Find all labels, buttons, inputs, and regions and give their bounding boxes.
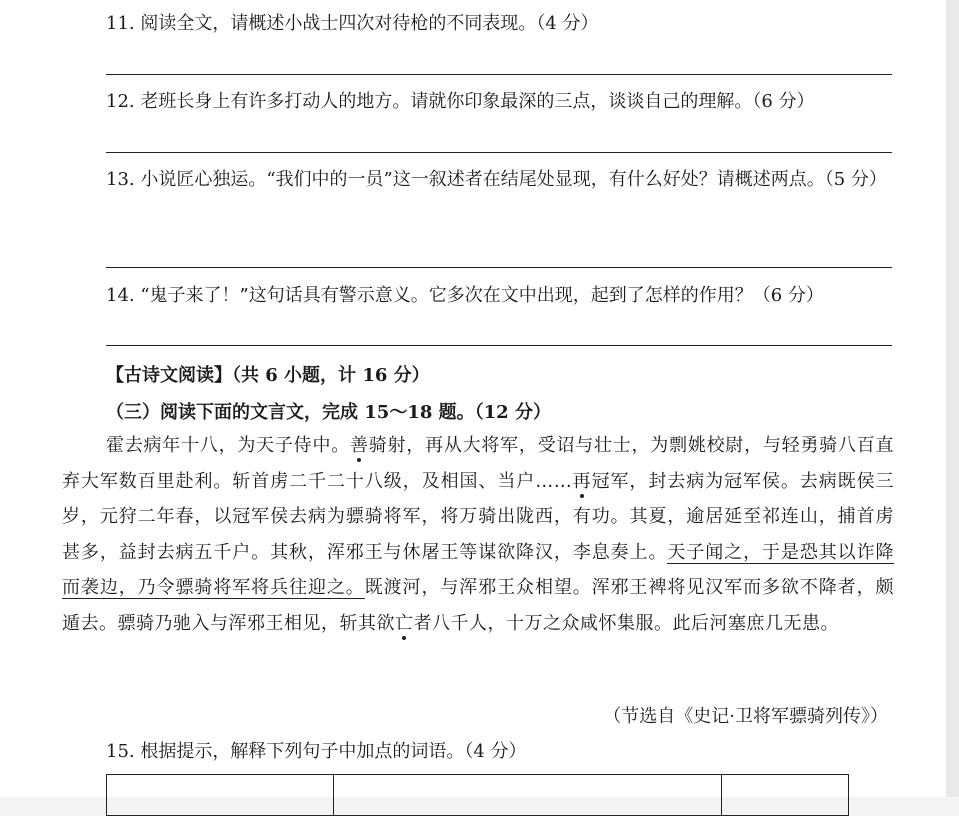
question-14: 14. “鬼子来了！”这句话具有警示意义。它多次在文中出现，起到了怎样的作用？（6 分） — [106, 285, 824, 306]
answer-table — [106, 774, 849, 816]
passage-text-5: 者八千人，十万之众咸怀集服。此后河塞庶几无患。 — [413, 612, 839, 634]
passage-text-3: 冠军，封去病为冠军侯。去病既侯三岁，元狩二年春，以冠军侯去病为骠骑将军，将万骑出陇西，有功。其夏，逾居延至祁连山，捕首虏甚多，益封去病五千户。其秋，浑邪王与休屠王等谋欲降汉，李息奏上。 — [62, 470, 895, 563]
answer-line-13 — [106, 267, 892, 268]
answer-line-12 — [106, 152, 892, 153]
passage-text-1: 霍去病年十八，为天子侍中。 — [106, 435, 350, 456]
section-heading: 【古诗文阅读】（共 6 小题，计 16 分） — [106, 365, 430, 386]
page-edge — [946, 0, 959, 797]
classical-passage — [62, 428, 894, 641]
question-12: 12. 老班长身上有许多打动人的地方。请就你印象最深的三点，谈谈自己的理解。（6 分） — [106, 91, 815, 112]
answer-line-14 — [106, 345, 892, 346]
table-column-divider — [333, 775, 334, 815]
dotted-word-shan: 善 — [350, 435, 369, 456]
section-subheading: （三）阅读下面的文言文，完成 15～18 题。（12 分） — [106, 402, 551, 423]
table-column-divider — [721, 775, 722, 815]
dotted-word-zai: 再 — [572, 470, 592, 492]
underlined-sentence: 天子闻之，于是恐其以诈降而袭边，乃令骠骑将军将兵往迎之。 — [62, 541, 895, 598]
passage-text-4: 既渡河，与浑邪王众相望。浑邪王裨将见汉军而多欲不降者，颇遁去。骠骑乃驰入与浑邪王相见，斩其欲 — [62, 577, 895, 634]
answer-line-11 — [106, 74, 892, 75]
question-11: 11. 阅读全文，请概述小战士四次对待枪的不同表现。（4 分） — [106, 13, 599, 34]
passage-text-2: 骑射，再从大将军，受诏与壮士，为剽姚校尉，与轻勇骑八百直弃大军数百里赴利。斩首虏二千二十八级，及相国、当户…… — [62, 435, 895, 492]
dotted-word-wang: 亡 — [395, 612, 414, 634]
question-13: 13. 小说匠心独运。“我们中的一员”这一叙述者在结尾处显现，有什么好处？请概述两点。（5 分） — [106, 169, 887, 190]
passage-source: （节选自《史记·卫将军骠骑列传》） — [603, 706, 888, 727]
question-15: 15. 根据提示，解释下列句子中加点的词语。（4 分） — [106, 741, 527, 762]
